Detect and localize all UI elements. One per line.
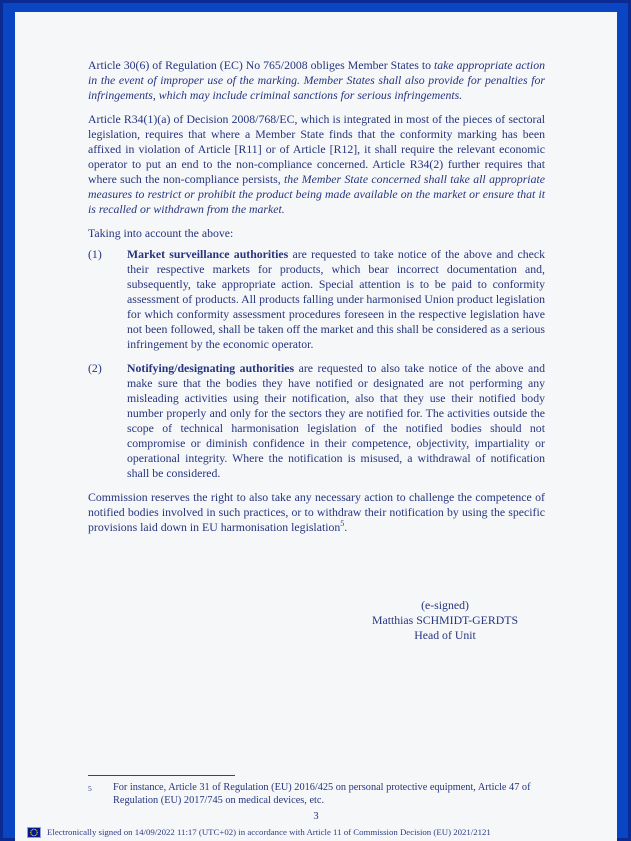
intro-line: Taking into account the above: (88, 226, 234, 240)
list-item-1-body: are requested to take notice of the above and check their respective markets for products, which bear incorrect documentation and, subsequently, take appropriate action. Special attention is to be paid to conformity assessment of products. All products falling under harmonised Union product legislation for which conformity assessment procedures foreseen in the respective legislation have not been followed, shall be taken off the market and this shall be considered as a serious infringement by the economic operator. (127, 247, 546, 351)
paragraph-decision-2008-768 (88, 112, 545, 217)
list-item-2-text (127, 361, 545, 481)
closing-paragraph (88, 490, 545, 535)
footnote-text: For instance, Article 31 of Regulation (EU) 2016/425 on personal protective equipment, Article 47 of Regulation (EU) 2017/745 on medical devices, etc. (113, 782, 531, 806)
document-page (15, 12, 617, 841)
list-item-1-bold: Market surveillance authorities (127, 247, 289, 261)
page-footer (15, 775, 617, 841)
list-item-2-number: (2) (88, 361, 102, 375)
signature-title: Head of Unit (414, 628, 476, 642)
list-item-1-number: (1) (88, 247, 102, 261)
closing-period: . (344, 520, 348, 534)
list-item-2-body: are requested to also take notice of the above and make sure that the bodies they have notified or designated are not performing any misleading activities using their notification, also that they use their notified body number properly and only for the sectors they are notified for. The activities outside the scope of technical harmonisation legislation of the notified bodies should not compromise or diminish confidence in their competence, objectivity, impartiality or operational integrity. Where the notification is misused, a withdrawal of notification shall be considered. (127, 361, 545, 480)
paragraph-1-normal: Article 30(6) of Regulation (EC) No 765/2008 obliges Member States to (88, 58, 434, 72)
eu-flag-icon (27, 827, 41, 838)
esignature-text: Electronically signed on 14/09/2022 11:17 (UTC+02) in accordance with Article 11 of Commission Decision (EU) 2021/2121 (47, 827, 491, 837)
list-item-2-bold: Notifying/designating authorities (127, 361, 295, 375)
closing-text: Commission reserves the right to also take any necessary action to challenge the competence of notified bodies involved in such practices, or to withdraw their notification by using the specific provisions laid down in EU harmonisation legislation (88, 490, 545, 534)
paragraph-2-italic: the Member State concerned shall take all appropriate measures to restrict or prohibit the product being made available on the market or ensure that it is recalled or withdrawn from the market. (88, 172, 545, 216)
paragraph-regulation-765-2008 (88, 58, 545, 103)
list-item-2 (88, 361, 545, 481)
list-item-1 (88, 247, 545, 352)
paragraph-2-normal: Article R34(1)(a) of Decision 2008/768/EC, which is integrated in most of the pieces of sectoral legislation, requires that where a Member State finds that the conformity marking has been affixed in violation of Article [R11] or of Article [R12], it shall require the relevant economic operator to put an end to the non-compliance concerned. Article R34(2) further requires that where such the non-compliance persists, (88, 112, 545, 186)
document-body (15, 12, 617, 643)
signature-block (355, 598, 535, 643)
footnote (88, 781, 545, 807)
signature-esigned-label: (e-signed) (421, 598, 469, 612)
list-item-1-text (127, 247, 545, 352)
footnote-reference: 5 (340, 519, 345, 529)
paragraph-1-italic: take appropriate action in the event of improper use of the marking. Member States shall also provide for penalties for infringements, which may include criminal sanctions for serious infringements. (88, 58, 546, 102)
page-number: 3 (313, 811, 319, 822)
footnote-marker: 5 (88, 784, 92, 793)
footnote-separator-rule (88, 775, 235, 776)
signature-name: Matthias SCHMIDT-GERDTS (371, 613, 519, 627)
esignature-bar (15, 823, 617, 841)
